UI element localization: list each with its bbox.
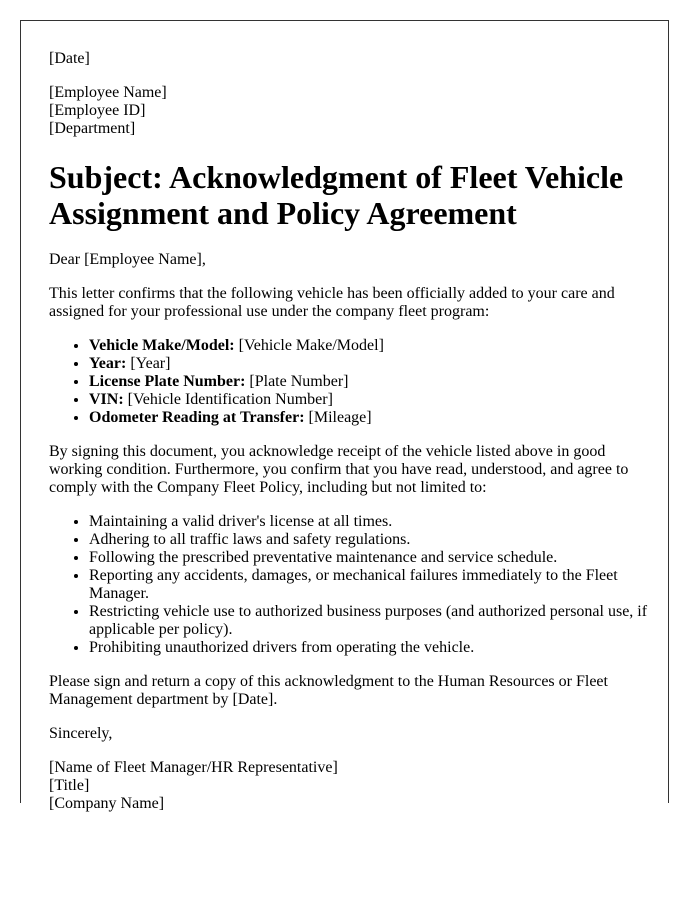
detail-label: License Plate Number:: [89, 373, 246, 390]
detail-label: Year:: [89, 355, 127, 372]
list-item: • Reporting any accidents, damages, or mechanical failures immediately to the Fleet Manager.: [89, 567, 648, 603]
department: [Department]: [49, 120, 136, 137]
list-item: [89, 409, 648, 427]
list-item: [89, 337, 648, 355]
list-item: • Adhering to all traffic laws and safety regulations.: [89, 531, 648, 549]
acknowledgment-paragraph: By signing this document, you acknowledge receipt of the vehicle listed above in good working condition. Furthermore, you confirm that you have read, understood, and agree to comply with the Company Fleet Policy, including but not limited to:: [49, 443, 629, 496]
detail-value: [Mileage]: [304, 409, 372, 426]
employee-name: [Employee Name]: [49, 84, 167, 101]
list-item: • Following the prescribed preventative maintenance and service schedule.: [89, 549, 648, 567]
list-item: [89, 373, 648, 391]
detail-label: VIN:: [89, 391, 124, 408]
detail-value: [Year]: [126, 355, 171, 372]
intro-paragraph: This letter confirms that the following vehicle has been officially added to your care and assigned for your professional use under the company fleet program:: [49, 285, 615, 320]
date: [Date]: [49, 50, 90, 67]
detail-value: [Plate Number]: [245, 373, 349, 390]
detail-value: [Vehicle Identification Number]: [123, 391, 333, 408]
subject-heading: Subject: Acknowledgment of Fleet Vehicle Assignment and Policy Agreement: [49, 159, 624, 231]
signatory-title: [Title]: [49, 777, 90, 794]
policy-list: [49, 513, 648, 657]
list-item: [89, 355, 648, 373]
vehicle-details-list: [49, 337, 648, 427]
closing-instruction: Please sign and return a copy of this acknowledgment to the Human Resources or Fleet Management department by [Date].: [49, 673, 608, 708]
letter-page: [20, 20, 669, 812]
signatory-company: [Company Name]: [49, 795, 165, 812]
list-item: • Maintaining a valid driver's license at all times.: [89, 513, 648, 531]
detail-label: Vehicle Make/Model:: [89, 337, 235, 354]
employee-id: [Employee ID]: [49, 102, 146, 119]
list-item: • Prohibiting unauthorized drivers from operating the vehicle.: [89, 639, 648, 657]
closing: Sincerely,: [49, 725, 113, 742]
salutation: Dear [Employee Name],: [49, 251, 206, 268]
detail-value: [Vehicle Make/Model]: [234, 337, 384, 354]
detail-label: Odometer Reading at Transfer:: [89, 409, 305, 426]
signature-block: [49, 759, 648, 813]
list-item: • Restricting vehicle use to authorized business purposes (and authorized personal use, if applicable per policy).: [89, 603, 648, 639]
recipient-block: [49, 84, 648, 138]
list-item: [89, 391, 648, 409]
signatory-name: [Name of Fleet Manager/HR Representative]: [49, 759, 338, 776]
